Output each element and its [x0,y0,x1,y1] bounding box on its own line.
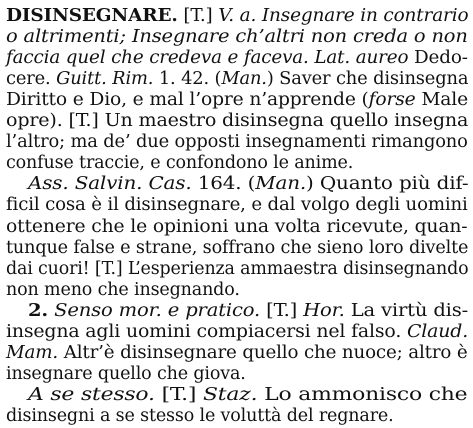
italic-text: A se stesso. [28,384,155,405]
body-text: 164. ( [191,174,256,195]
body-text: Diritto e Dio, e mal l’opre n’apprende ( [6,90,369,111]
body-text: [T.] [177,6,219,26]
body-text: confuse traccie, e confondono le anime. [6,153,354,174]
headword: 2. [28,300,49,321]
italic-text: Guitt. Rim. [56,69,154,90]
body-text: cere. [6,69,57,90]
body-text: non meno che insegnando. [6,279,240,300]
body-text: disinsegni a se stesso le voluttà del regnare. [6,405,394,426]
italic-text: o altrimenti; Insegnare ch’altri non creda o non [6,27,468,48]
italic-text: V. a. Insegnare in contrario [218,6,469,26]
body-text: ficil cosa è il disinsegnare, e dal volgo degli uomini [6,195,468,216]
headword: DISINSEGNARE. [6,6,178,26]
italic-text: Senso mor. e pratico. [54,300,261,321]
italic-text: Man. [255,174,307,195]
body-text: insegnare quello che giova. [6,363,246,384]
italic-text: Mam. [6,342,59,363]
body-text: ottenere che le opinioni una volta ricevute, quan- [6,216,468,237]
body-text: insegna agli uomini compiacersi nel falso. [6,321,408,342]
body-text: Male [415,90,468,111]
italic-text: forse [368,90,416,111]
body-text: 1. 42. ( [153,69,222,90]
italic-text: faccia quel che credeva e faceva. Lat. aureo [6,48,409,69]
body-text: Dedo- [408,48,468,69]
body-text: dai cuori! [T.] L’esperienza ammaestra disinsegnando [6,258,469,279]
body-text: [T.] [260,300,304,321]
italic-text: Claud. [407,321,469,342]
body-text: Lo ammonisco che [257,384,468,405]
italic-text: Staz. [202,384,258,405]
italic-text: Man. [221,69,267,90]
body-text: ) Saver che disinsegna [266,69,469,90]
body-text: [T.] [154,384,203,405]
body-text: opre). [T.] Un maestro disinsegna quello insegna [6,111,469,132]
italic-text: Ass. Salvin. Cas. [28,174,192,195]
body-text: La virtù dis- [344,300,469,321]
body-text: l’altro; ma de’ due opposti insegnamenti rimangono [6,132,468,153]
body-text: tunque false e strane, soffrano che sieno loro divelte [6,237,469,258]
italic-text: Hor. [303,300,345,321]
body-text: ) Quanto più dif- [306,174,469,195]
body-text: Altr’è disinsegnare quello che nuoce; altro è [58,342,468,363]
entry-line [6,404,394,428]
